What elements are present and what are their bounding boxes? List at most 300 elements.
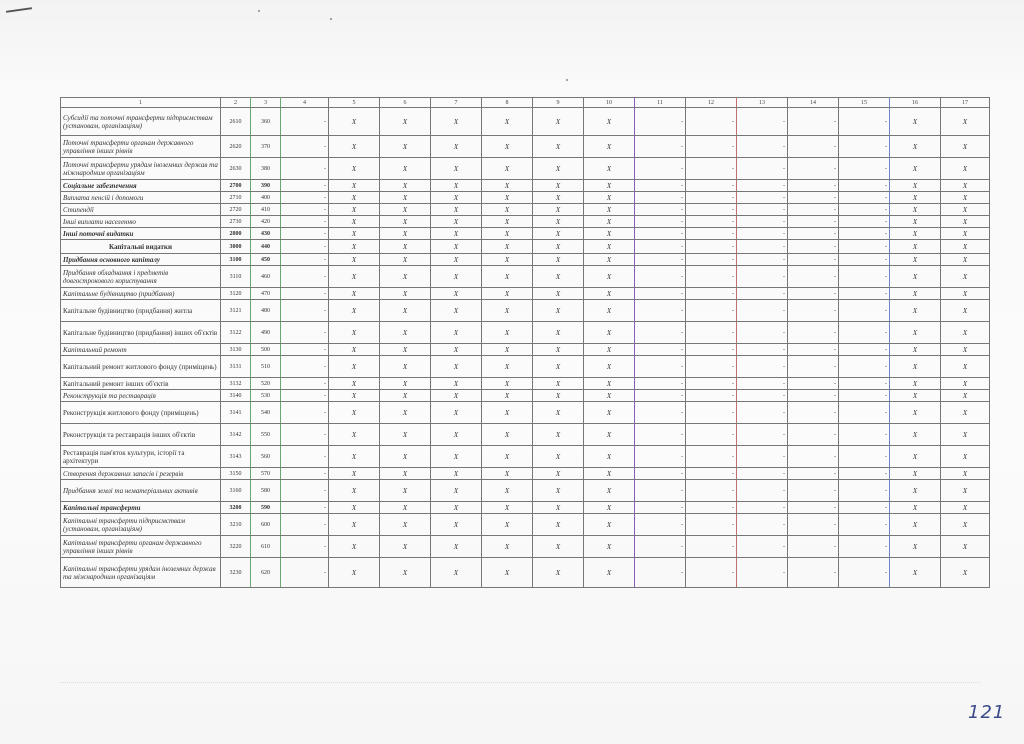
cross-cell: X [380, 192, 431, 204]
dash-cell: - [686, 446, 737, 468]
cross-cell: X [533, 216, 584, 228]
cross-cell: X [482, 446, 533, 468]
column-header-4: 4 [281, 98, 329, 108]
row-line-number: 590 [251, 502, 281, 514]
row-label: Капітальні видатки [61, 240, 221, 254]
cross-cell: X [431, 240, 482, 254]
cross-cell: X [941, 480, 990, 502]
dash-cell: - [839, 536, 890, 558]
cross-cell: X [431, 502, 482, 514]
cross-cell: X [890, 288, 941, 300]
table-row [61, 158, 990, 180]
dash-cell: - [788, 558, 839, 588]
cross-cell: X [533, 344, 584, 356]
cross-cell: X [329, 108, 380, 136]
table-row [61, 204, 990, 216]
dash-cell: - [737, 558, 788, 588]
cross-cell: X [482, 136, 533, 158]
dash-cell: - [737, 424, 788, 446]
cross-cell: X [584, 322, 635, 344]
column-header-8: 8 [482, 98, 533, 108]
cross-cell: X [584, 468, 635, 480]
dash-cell: - [839, 180, 890, 192]
row-code: 3121 [221, 300, 251, 322]
cross-cell: X [329, 180, 380, 192]
cross-cell: X [533, 108, 584, 136]
dash-cell: - [686, 254, 737, 266]
cross-cell: X [584, 288, 635, 300]
cross-cell: X [941, 300, 990, 322]
dash-cell: - [839, 136, 890, 158]
row-line-number: 370 [251, 136, 281, 158]
cross-cell: X [482, 228, 533, 240]
dash-cell: - [737, 216, 788, 228]
cross-cell: X [431, 402, 482, 424]
dash-cell: - [281, 300, 329, 322]
dash-cell: - [839, 254, 890, 266]
row-label: Капітальне будівництво (придбання) інших об'єктів [61, 322, 221, 344]
cross-cell: X [329, 228, 380, 240]
cross-cell: X [482, 204, 533, 216]
table-row [61, 288, 990, 300]
cross-cell: X [380, 204, 431, 216]
dash-cell: - [635, 322, 686, 344]
cross-cell: X [329, 266, 380, 288]
table-row [61, 108, 990, 136]
cross-cell: X [941, 502, 990, 514]
cross-cell: X [329, 322, 380, 344]
cross-cell: X [482, 356, 533, 378]
cross-cell: X [431, 288, 482, 300]
cross-cell: X [431, 480, 482, 502]
dash-cell: - [281, 158, 329, 180]
cross-cell: X [890, 558, 941, 588]
cross-cell: X [329, 192, 380, 204]
cross-cell: X [482, 424, 533, 446]
cross-cell: X [533, 424, 584, 446]
cross-cell: X [533, 300, 584, 322]
dash-cell: - [635, 390, 686, 402]
table-row [61, 480, 990, 502]
dash-cell: - [839, 446, 890, 468]
row-code: 3131 [221, 356, 251, 378]
row-code: 3150 [221, 468, 251, 480]
row-line-number: 360 [251, 108, 281, 136]
cross-cell: X [941, 204, 990, 216]
cross-cell: X [890, 180, 941, 192]
cross-cell: X [431, 228, 482, 240]
cross-cell: X [941, 288, 990, 300]
cross-cell: X [890, 216, 941, 228]
row-label: Придбання землі та нематеріальних активів [61, 480, 221, 502]
budget-expenditure-table [60, 97, 990, 588]
row-label: Капітальні трансферти урядам іноземних держав та міжнародним організаціям [61, 558, 221, 588]
cross-cell: X [533, 158, 584, 180]
row-code: 3220 [221, 536, 251, 558]
row-code: 2630 [221, 158, 251, 180]
column-header-10: 10 [584, 98, 635, 108]
dash-cell: - [788, 108, 839, 136]
dash-cell: - [686, 468, 737, 480]
cross-cell: X [431, 344, 482, 356]
dash-cell: - [281, 180, 329, 192]
dash-cell: - [281, 390, 329, 402]
cross-cell: X [890, 266, 941, 288]
column-header-1: 1 [61, 98, 221, 108]
row-code: 3210 [221, 514, 251, 536]
row-line-number: 500 [251, 344, 281, 356]
cross-cell: X [380, 468, 431, 480]
cross-cell: X [380, 216, 431, 228]
cross-cell: X [890, 228, 941, 240]
cross-cell: X [533, 228, 584, 240]
table-row [61, 390, 990, 402]
row-line-number: 530 [251, 390, 281, 402]
cross-cell: X [482, 322, 533, 344]
dash-cell: - [788, 378, 839, 390]
cross-cell: X [431, 180, 482, 192]
cross-cell: X [329, 216, 380, 228]
cross-cell: X [380, 390, 431, 402]
cross-cell: X [941, 254, 990, 266]
dash-cell: - [281, 288, 329, 300]
cross-cell: X [482, 254, 533, 266]
dash-cell: - [635, 288, 686, 300]
dash-cell: - [635, 136, 686, 158]
table-row [61, 266, 990, 288]
dash-cell: - [281, 136, 329, 158]
cross-cell: X [329, 254, 380, 266]
dash-cell: - [737, 502, 788, 514]
dash-cell: - [839, 468, 890, 480]
dash-cell: - [635, 266, 686, 288]
row-line-number: 540 [251, 402, 281, 424]
dash-cell: - [788, 158, 839, 180]
cross-cell: X [380, 424, 431, 446]
cross-cell: X [941, 356, 990, 378]
row-label: Соціальне забезпечення [61, 180, 221, 192]
cross-cell: X [329, 158, 380, 180]
cross-cell: X [941, 216, 990, 228]
cross-cell: X [533, 356, 584, 378]
row-line-number: 580 [251, 480, 281, 502]
dash-cell: - [839, 558, 890, 588]
cross-cell: X [380, 322, 431, 344]
cross-cell: X [584, 502, 635, 514]
dash-cell: - [737, 514, 788, 536]
dash-cell: - [686, 536, 737, 558]
dash-cell: - [281, 108, 329, 136]
cross-cell: X [890, 136, 941, 158]
dash-cell: - [686, 502, 737, 514]
cross-cell: X [380, 480, 431, 502]
cross-cell: X [380, 344, 431, 356]
cross-cell: X [329, 480, 380, 502]
cross-cell: X [431, 322, 482, 344]
cross-cell: X [329, 468, 380, 480]
cross-cell: X [941, 228, 990, 240]
dash-cell: - [635, 158, 686, 180]
column-header-3: 3 [251, 98, 281, 108]
row-line-number: 560 [251, 446, 281, 468]
row-line-number: 490 [251, 322, 281, 344]
dash-cell: - [839, 228, 890, 240]
cross-cell: X [584, 158, 635, 180]
cross-cell: X [380, 180, 431, 192]
row-line-number: 390 [251, 180, 281, 192]
cross-cell: X [329, 424, 380, 446]
dash-cell: - [788, 228, 839, 240]
cross-cell: X [941, 390, 990, 402]
cross-cell: X [380, 514, 431, 536]
dash-cell: - [737, 344, 788, 356]
cross-cell: X [380, 300, 431, 322]
dash-cell: - [635, 424, 686, 446]
cross-cell: X [584, 480, 635, 502]
row-label: Реконструкція та реставрація інших об'єктів [61, 424, 221, 446]
cross-cell: X [890, 192, 941, 204]
dash-cell: - [839, 344, 890, 356]
table-row [61, 356, 990, 378]
cross-cell: X [482, 300, 533, 322]
dash-cell: - [788, 240, 839, 254]
cross-cell: X [941, 240, 990, 254]
cross-cell: X [941, 344, 990, 356]
row-line-number: 570 [251, 468, 281, 480]
cross-cell: X [380, 254, 431, 266]
cross-cell: X [890, 300, 941, 322]
cross-cell: X [890, 108, 941, 136]
dash-cell: - [281, 424, 329, 446]
row-code: 3200 [221, 502, 251, 514]
cross-cell: X [431, 204, 482, 216]
cross-cell: X [584, 228, 635, 240]
cross-cell: X [533, 204, 584, 216]
dash-cell: - [737, 240, 788, 254]
dash-cell: - [839, 424, 890, 446]
dash-cell: - [737, 390, 788, 402]
cross-cell: X [890, 356, 941, 378]
cross-cell: X [380, 228, 431, 240]
dash-cell: - [635, 446, 686, 468]
cross-cell: X [941, 424, 990, 446]
cross-cell: X [584, 514, 635, 536]
column-header-13: 13 [737, 98, 788, 108]
dash-cell: - [839, 108, 890, 136]
cross-cell: X [482, 192, 533, 204]
dash-cell: - [635, 356, 686, 378]
dash-cell: - [635, 204, 686, 216]
cross-cell: X [533, 558, 584, 588]
cross-cell: X [431, 158, 482, 180]
dash-cell: - [788, 180, 839, 192]
cross-cell: X [584, 424, 635, 446]
dash-cell: - [737, 322, 788, 344]
cross-cell: X [584, 240, 635, 254]
dash-cell: - [686, 514, 737, 536]
cross-cell: X [380, 266, 431, 288]
dash-cell: - [788, 204, 839, 216]
cross-cell: X [380, 136, 431, 158]
dash-cell: - [788, 216, 839, 228]
row-line-number: 410 [251, 204, 281, 216]
row-code: 3141 [221, 402, 251, 424]
cross-cell: X [533, 254, 584, 266]
dash-cell: - [737, 204, 788, 216]
row-code: 3143 [221, 446, 251, 468]
table-row [61, 558, 990, 588]
cross-cell: X [482, 108, 533, 136]
cross-cell: X [380, 108, 431, 136]
table-row [61, 344, 990, 356]
dash-cell: - [686, 378, 737, 390]
cross-cell: X [584, 446, 635, 468]
scan-mark [0, 0, 40, 18]
row-label: Капітальне будівництво (придбання) [61, 288, 221, 300]
dash-cell: - [839, 402, 890, 424]
cross-cell: X [533, 468, 584, 480]
cross-cell: X [584, 216, 635, 228]
cross-cell: X [584, 390, 635, 402]
row-label: Капітальний ремонт житлового фонду (приміщень) [61, 356, 221, 378]
cross-cell: X [941, 108, 990, 136]
cross-cell: X [941, 378, 990, 390]
dash-cell: - [788, 390, 839, 402]
cross-cell: X [890, 402, 941, 424]
cross-cell: X [431, 356, 482, 378]
dash-cell: - [281, 446, 329, 468]
table-row [61, 240, 990, 254]
cross-cell: X [890, 158, 941, 180]
row-line-number: 420 [251, 216, 281, 228]
cross-cell: X [329, 514, 380, 536]
dash-cell: - [839, 216, 890, 228]
dash-cell: - [635, 468, 686, 480]
dash-cell: - [839, 322, 890, 344]
dash-cell: - [686, 344, 737, 356]
cross-cell: X [431, 266, 482, 288]
dash-cell: - [788, 288, 839, 300]
cross-cell: X [584, 108, 635, 136]
row-line-number: 380 [251, 158, 281, 180]
cross-cell: X [941, 446, 990, 468]
dash-cell: - [788, 514, 839, 536]
row-line-number: 430 [251, 228, 281, 240]
row-label: Придбання основного капіталу [61, 254, 221, 266]
cross-cell: X [329, 240, 380, 254]
dash-cell: - [737, 158, 788, 180]
cross-cell: X [533, 536, 584, 558]
cross-cell: X [431, 378, 482, 390]
row-code: 3142 [221, 424, 251, 446]
cross-cell: X [584, 266, 635, 288]
dash-cell: - [839, 192, 890, 204]
cross-cell: X [890, 322, 941, 344]
cross-cell: X [482, 536, 533, 558]
row-line-number: 480 [251, 300, 281, 322]
cross-cell: X [431, 254, 482, 266]
cross-cell: X [329, 136, 380, 158]
dash-cell: - [686, 158, 737, 180]
row-code: 2620 [221, 136, 251, 158]
dash-cell: - [839, 378, 890, 390]
dash-cell: - [635, 402, 686, 424]
dash-cell: - [635, 502, 686, 514]
dash-cell: - [281, 228, 329, 240]
cross-cell: X [431, 468, 482, 480]
dash-cell: - [281, 356, 329, 378]
cross-cell: X [533, 192, 584, 204]
dash-cell: - [839, 288, 890, 300]
row-line-number: 440 [251, 240, 281, 254]
cross-cell: X [941, 558, 990, 588]
dash-cell: - [281, 480, 329, 502]
row-code: 3100 [221, 254, 251, 266]
cross-cell: X [584, 254, 635, 266]
cross-cell: X [584, 378, 635, 390]
cross-cell: X [584, 402, 635, 424]
dash-cell: - [737, 266, 788, 288]
dash-cell: - [281, 266, 329, 288]
dash-cell: - [686, 192, 737, 204]
row-code: 3230 [221, 558, 251, 588]
row-label: Капітальний ремонт [61, 344, 221, 356]
table-header [61, 98, 990, 108]
cross-cell: X [890, 502, 941, 514]
cross-cell: X [431, 558, 482, 588]
dash-cell: - [281, 344, 329, 356]
row-line-number: 510 [251, 356, 281, 378]
dash-cell: - [686, 266, 737, 288]
cross-cell: X [890, 240, 941, 254]
row-code: 3160 [221, 480, 251, 502]
table-row [61, 192, 990, 204]
table-row [61, 378, 990, 390]
dash-cell: - [737, 136, 788, 158]
cross-cell: X [533, 390, 584, 402]
cross-cell: X [533, 266, 584, 288]
cross-cell: X [329, 558, 380, 588]
dash-cell: - [839, 266, 890, 288]
dash-cell: - [737, 108, 788, 136]
column-header-5: 5 [329, 98, 380, 108]
cross-cell: X [329, 344, 380, 356]
row-label: Субсидії та поточні трансферти підприємствам (установам, організаціям) [61, 108, 221, 136]
dash-cell: - [839, 300, 890, 322]
table-row [61, 254, 990, 266]
cross-cell: X [941, 514, 990, 536]
cross-cell: X [329, 502, 380, 514]
cross-cell: X [329, 300, 380, 322]
cross-cell: X [431, 536, 482, 558]
dash-cell: - [839, 356, 890, 378]
dash-cell: - [737, 378, 788, 390]
dash-cell: - [839, 502, 890, 514]
dash-cell: - [737, 288, 788, 300]
row-label: Інші виплати населенню [61, 216, 221, 228]
dash-cell: - [686, 424, 737, 446]
dash-cell: - [686, 216, 737, 228]
cross-cell: X [380, 378, 431, 390]
column-header-16: 16 [890, 98, 941, 108]
dash-cell: - [281, 322, 329, 344]
table-body [61, 108, 990, 588]
scan-speck [566, 79, 568, 81]
cross-cell: X [482, 288, 533, 300]
dash-cell: - [737, 180, 788, 192]
cross-cell: X [890, 514, 941, 536]
cross-cell: X [380, 536, 431, 558]
